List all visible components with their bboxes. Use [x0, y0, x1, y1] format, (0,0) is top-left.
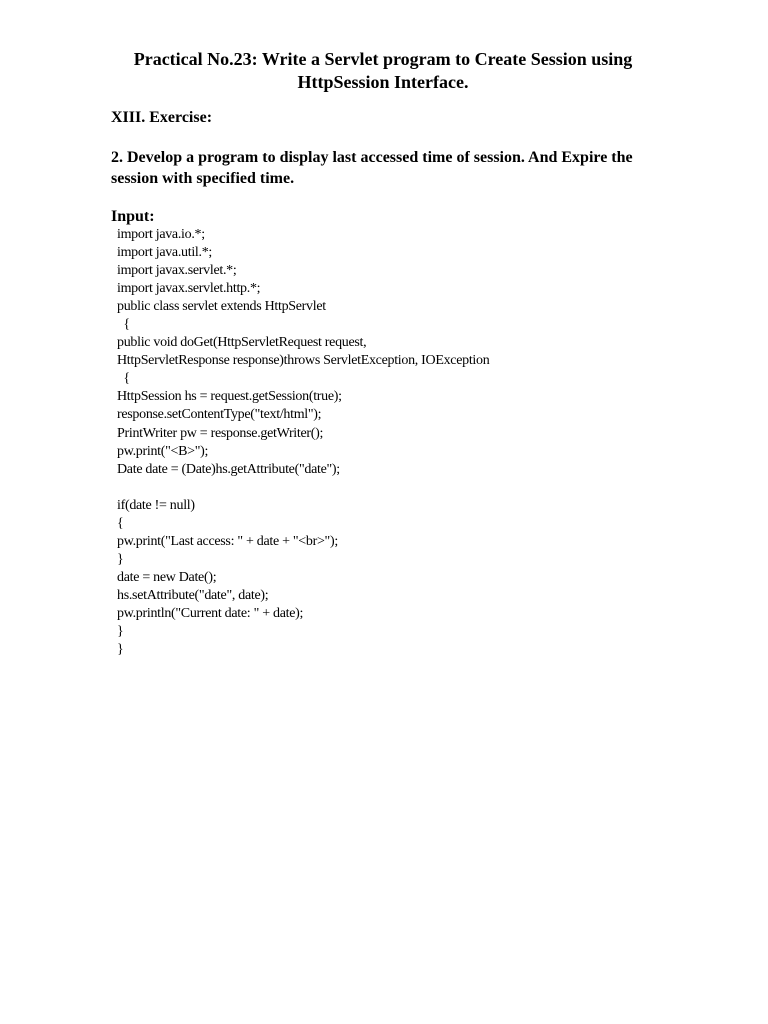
code-line: HttpSession hs = request.getSession(true);	[117, 389, 342, 405]
code-line	[117, 479, 489, 497]
exercise-question	[111, 148, 671, 189]
code-line: {	[117, 515, 124, 531]
code-line: date = new Date();	[117, 569, 217, 585]
section-heading: XIII. Exercise:	[111, 109, 213, 126]
code-line: import java.io.*;	[117, 227, 205, 242]
title-line: Practical No.23: Write a Servlet program to Create Session using	[133, 49, 633, 69]
code-line: {	[117, 371, 130, 387]
code-line: }	[117, 624, 124, 640]
question-line: 2. Develop a program to display last accessed time of session. And Expire the	[111, 149, 633, 166]
code-line: {	[117, 317, 130, 333]
code-line: response.setContentType("text/html");	[117, 407, 322, 423]
code-line: public class servlet extends HttpServlet	[117, 299, 326, 315]
input-label: Input:	[111, 208, 155, 225]
code-line: HttpServletResponse response)throws ServletException, IOException	[117, 353, 490, 369]
code-line: if(date != null)	[117, 497, 195, 513]
page-title	[80, 48, 686, 94]
title-line: HttpSession Interface.	[297, 72, 469, 92]
code-line: pw.println("Current date: " + date);	[117, 605, 304, 621]
code-listing	[117, 226, 489, 659]
code-line: }	[117, 551, 124, 567]
code-line: pw.print("<B>");	[117, 443, 209, 459]
code-line: public void doGet(HttpServletRequest request,	[117, 335, 367, 351]
question-line: session with specified time.	[111, 169, 295, 187]
code-line: pw.print("Last access: " + date + "<br>");	[117, 533, 338, 549]
code-line: }	[117, 642, 124, 658]
code-line: PrintWriter pw = response.getWriter();	[117, 425, 324, 441]
code-line: import javax.servlet.http.*;	[117, 281, 261, 297]
code-line: Date date = (Date)hs.getAttribute("date");	[117, 461, 340, 477]
code-line: import java.util.*;	[117, 245, 213, 261]
code-line: import javax.servlet.*;	[117, 263, 237, 279]
code-line: hs.setAttribute("date", date);	[117, 587, 269, 603]
